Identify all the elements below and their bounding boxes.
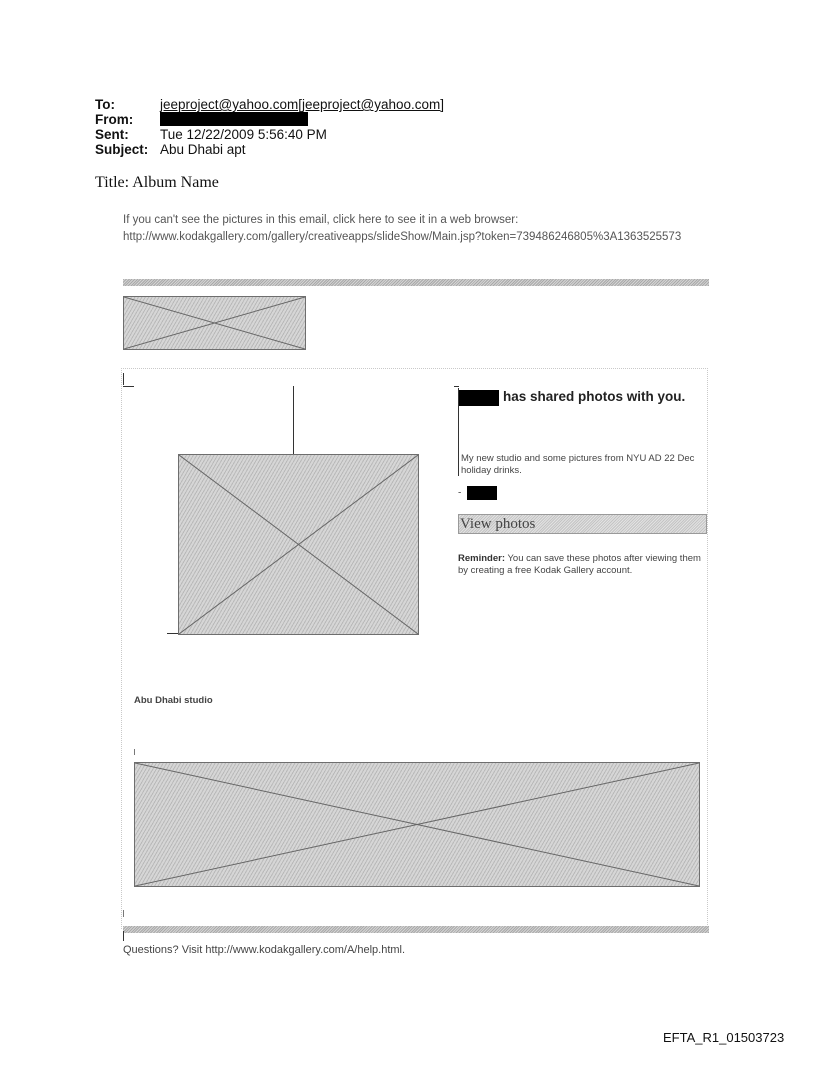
- signoff-redaction: [467, 486, 497, 500]
- corner-mark: [454, 386, 459, 387]
- sender-redaction: [459, 390, 499, 406]
- reminder-note: [458, 553, 703, 577]
- help-link[interactable]: Questions? Visit http://www.kodakgallery.com/A/help.html.: [123, 944, 406, 956]
- photo-broken-image-icon[interactable]: [178, 454, 419, 635]
- corner-mark: [123, 931, 124, 941]
- from-label: From:: [95, 112, 134, 127]
- album-title: Title: Album Name: [95, 174, 219, 191]
- bottom-divider-bar: [123, 926, 709, 933]
- to-address-link[interactable]: jeeproject@yahoo.com[jeeproject@yahoo.com]: [160, 97, 445, 112]
- signoff: [458, 486, 497, 500]
- connector-line: [293, 386, 294, 454]
- from-redaction: [160, 112, 308, 126]
- reminder-text: You can save these photos after viewing them by creating a free Kodak Gallery account.: [458, 553, 701, 576]
- shared-heading: has shared photos with you.: [503, 389, 686, 404]
- subject-label: Subject:: [95, 142, 149, 157]
- top-divider-bar: [123, 279, 709, 286]
- web-view-text: If you can't see the pictures in this email, click here to see it in a web browser:: [123, 214, 519, 226]
- sent-label: Sent:: [95, 127, 129, 142]
- corner-mark: [167, 633, 178, 634]
- corner-mark: [134, 749, 135, 755]
- to-label: To:: [95, 97, 115, 112]
- web-view-notice: [123, 212, 723, 246]
- corner-mark: [123, 910, 124, 917]
- document-id: EFTA_R1_01503723: [663, 1030, 785, 1045]
- signoff-dash: -: [458, 487, 462, 499]
- reminder-label: Reminder:: [458, 553, 505, 564]
- view-photos-button[interactable]: View photos: [458, 514, 707, 534]
- corner-mark: [123, 386, 134, 387]
- corner-mark: [123, 373, 124, 385]
- web-view-url-link[interactable]: http://www.kodakgallery.com/gallery/creativeapps/slideShow/Main.jsp?token=739486246805%3A1363525573: [123, 231, 682, 243]
- album-caption: Abu Dhabi studio: [134, 695, 213, 706]
- share-message: My new studio and some pictures from NYU AD 22 Dec holiday drinks.: [461, 453, 695, 476]
- subject-value: Abu Dhabi apt: [160, 142, 246, 157]
- kodak-logo-broken-image-icon: [123, 296, 306, 350]
- sent-value: Tue 12/22/2009 5:56:40 PM: [160, 127, 327, 142]
- banner-broken-image-icon: [134, 762, 700, 887]
